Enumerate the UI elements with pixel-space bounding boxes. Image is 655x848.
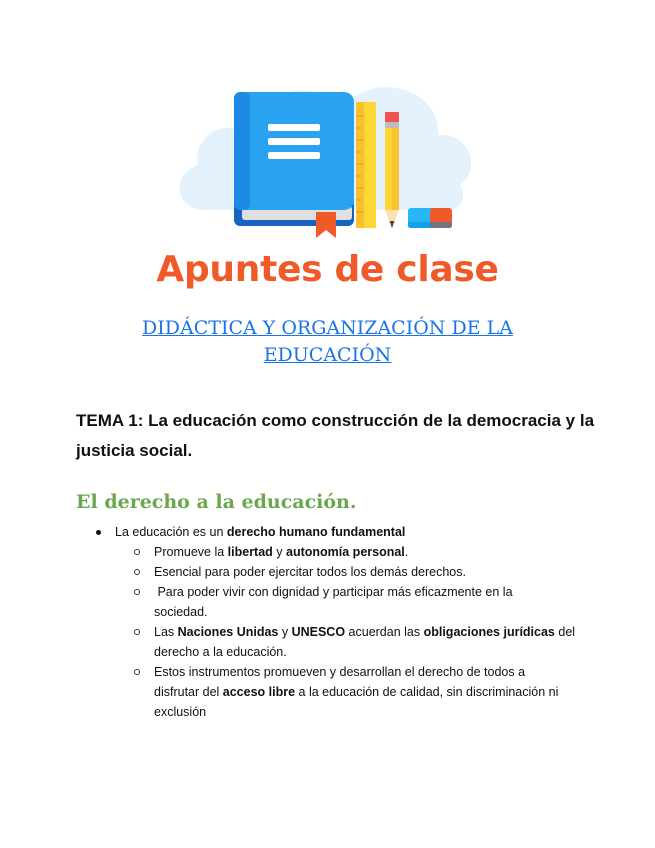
sub-list-item: Para poder vivir con dignidad y participar más eficazmente en la sociedad. — [154, 582, 584, 622]
subject-title-line-1: DIDÁCTICA Y ORGANIZACIÓN DE LA — [142, 317, 513, 339]
list-item: La educación es un derecho humano fundamental — [115, 522, 615, 542]
header-illustration — [0, 60, 655, 245]
subject-title-line-2: EDUCACIÓN — [263, 344, 392, 366]
topic-heading: TEMA 1: La educación como construcción de la democracia y la justicia social. — [76, 411, 595, 460]
sub-bullet-icon — [134, 669, 140, 675]
sub-list-item: Las Naciones Unidas y UNESCO acuerdan las obligaciones jurídicas del derecho a la educación. — [154, 622, 584, 662]
app-title: Apuntes de clase — [156, 249, 499, 290]
bullet-icon — [96, 530, 101, 535]
bookmark-icon — [316, 212, 336, 238]
subject-title[interactable] — [100, 315, 555, 369]
eraser-icon — [408, 208, 452, 228]
sub-bullet-icon — [134, 549, 140, 555]
sub-list-item: Esencial para poder ejercitar todos los demás derechos. — [154, 562, 584, 582]
sub-bullet-icon — [134, 629, 140, 635]
school-supplies-illustration — [170, 60, 480, 245]
notebook-icon — [234, 92, 354, 238]
pencil-icon — [385, 112, 399, 228]
ruler-icon — [356, 102, 376, 228]
sub-list-item: Estos instrumentos promueven y desarrollan el derecho de todos a disfrutar del acceso libre a la educación de calidad, sin discriminación ni exclusión — [154, 662, 584, 722]
section-heading: El derecho a la educación. — [76, 491, 357, 513]
sub-list-item: Promueve la libertad y autonomía personal. — [154, 542, 584, 562]
sub-bullet-icon — [134, 589, 140, 595]
sub-bullet-icon — [134, 569, 140, 575]
